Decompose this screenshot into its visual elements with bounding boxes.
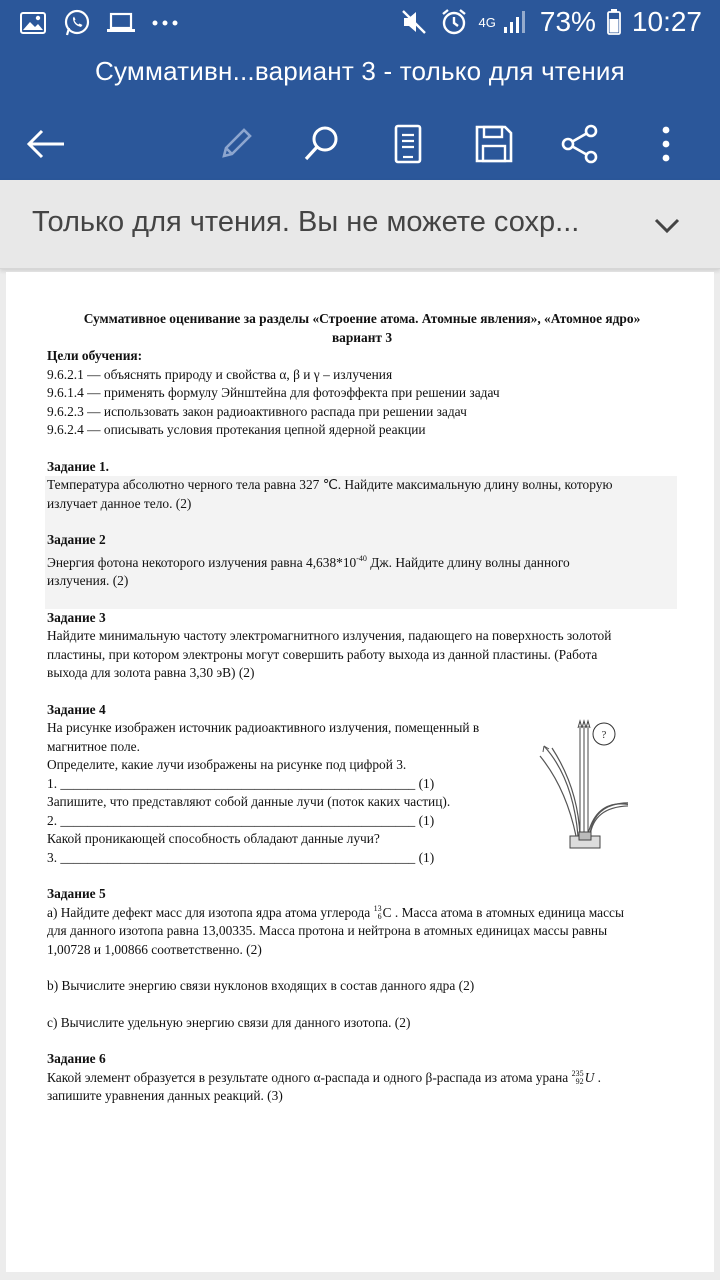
goal-item: 9.6.2.3 — использовать закон радиоактивного распада при решении задач	[47, 403, 467, 419]
task5-text: 1,00728 и 1,00866 соответственно. (2)	[47, 941, 262, 957]
isotope-uranium	[572, 1070, 584, 1086]
battery-icon	[606, 7, 622, 37]
clock: 10:27	[631, 6, 702, 37]
mute-icon	[399, 7, 429, 37]
radiation-figure	[518, 718, 628, 858]
search-icon	[302, 124, 342, 164]
save-button[interactable]	[464, 116, 524, 172]
task3-text: Найдите минимальную частоту электромагнитного излучения, падающего на поверхность золотой	[47, 628, 612, 643]
task4-heading: Задание 4	[47, 701, 106, 717]
task6-text: запишите уравнения данных реакций. (3)	[47, 1088, 283, 1103]
task6-heading: Задание 6	[47, 1051, 106, 1066]
task3-heading: Задание 3	[47, 609, 106, 625]
save-icon	[474, 124, 514, 164]
goal-item: 9.6.2.1 — объяснять природу и свойства α, β и γ – излучения	[47, 366, 393, 382]
task2-heading: Задание 2	[47, 532, 106, 547]
laptop-icon	[106, 8, 136, 38]
task2-text: излучения. (2)	[47, 573, 129, 588]
task4-text: На рисунке изображен источник радиоактивного излучения, помещенный в	[47, 720, 480, 735]
task4-text: Запишите, что представляют собой данные лучи (поток каких частиц).	[47, 794, 451, 809]
network-type-label: 4G	[478, 14, 496, 30]
task5-text-a: a) Найдите дефект масс для изотопа ядра атома углерода	[47, 904, 374, 920]
isotope-charge: 92	[575, 1076, 584, 1086]
task5-part-b: b) Вычислите энергию связи нуклонов входящих в состав данного ядра (2)	[47, 978, 475, 993]
task3-text: выхода для золота равна 3,30 эВ) (2)	[47, 665, 255, 680]
goal-item: 9.6.1.4 — применять формулу Эйнштейна для фотоэффекта при решении задач	[47, 385, 500, 400]
status-bar	[0, 0, 720, 50]
task6-text-a: Какой элемент образуется в результате одного α-распада и одного β-распада из атома урана	[47, 1069, 572, 1085]
task2-text-b: Дж. Найдите длину волны данного	[366, 554, 570, 570]
signal-icon	[500, 7, 530, 37]
answer-line-2: 2. _____________________________________________________ (1)	[47, 812, 435, 828]
read-only-banner-text: Только для чтения. Вы не можете сохр...	[32, 206, 580, 238]
task5-heading: Задание 5	[47, 886, 106, 901]
document-title: Суммативн...вариант 3 - только для чтения	[95, 56, 625, 86]
task2-exponent: -40	[356, 553, 367, 563]
more-dots-icon	[150, 8, 180, 38]
edit-pencil-icon	[216, 124, 256, 164]
mobile-view-icon	[393, 124, 423, 164]
document-page[interactable]	[6, 272, 714, 1272]
doc-title-line1: Суммативное оценивание за разделы «Строение атома. Атомные явления», «Атомное ядро»	[83, 311, 641, 326]
alarm-icon	[439, 7, 469, 37]
task6-text	[47, 1069, 677, 1088]
task1-text: излучает данное тело. (2)	[47, 495, 192, 511]
task1-text: Температура абсолютно черного тела равна 327 ℃. Найдите максимальную длину волны, которую	[47, 477, 613, 492]
answer-line-1: 1. _____________________________________________________ (1)	[47, 775, 435, 791]
more-options-button[interactable]	[636, 116, 696, 172]
read-only-banner[interactable]	[0, 180, 720, 269]
edit-button[interactable]	[206, 116, 266, 172]
share-icon	[560, 124, 600, 164]
isotope-charge: 6	[377, 911, 382, 921]
mobile-view-button[interactable]	[378, 116, 438, 172]
task4-text: Определите, какие лучи изображены на рисунке под цифрой 3.	[47, 757, 407, 772]
chevron-down-icon[interactable]	[652, 210, 682, 240]
task1-block	[45, 476, 677, 609]
share-button[interactable]	[550, 116, 610, 172]
task2-text-a: Энергия фотона некоторого излучения равна 4,638*10	[47, 554, 357, 570]
goal-item: 9.6.2.4 — описывать условия протекания цепной ядерной реакции	[47, 422, 426, 437]
isotope-carbon	[374, 905, 382, 921]
back-button[interactable]	[16, 116, 76, 172]
figure-question-label: ?	[601, 729, 607, 741]
task3-text: пластины, при котором электроны могут совершить работу выхода из данной пластины. (Работа	[47, 646, 598, 662]
isotope-symbol: C	[382, 904, 392, 920]
isotope-symbol: U	[584, 1069, 595, 1085]
toolbar	[0, 116, 720, 172]
isotope-mass: 235	[571, 1068, 584, 1078]
task5-text-b: . Масса атома в атомных единица массы	[391, 904, 624, 920]
answer-line-3: 3. _____________________________________________________ (1)	[47, 849, 435, 865]
task1-heading: Задание 1.	[47, 458, 109, 474]
app-bar	[0, 50, 720, 180]
task4-text: магнитное поле.	[47, 738, 140, 754]
task5-text	[47, 904, 677, 923]
back-arrow-icon	[26, 128, 66, 160]
task5-part-c: c) Вычислите удельную энергию связи для данного изотопа. (2)	[47, 1014, 411, 1030]
goals-heading: Цели обучения:	[47, 348, 143, 363]
whatsapp-icon	[62, 8, 92, 38]
image-icon	[18, 8, 48, 38]
more-vert-icon	[661, 126, 671, 162]
task2-text	[47, 550, 677, 573]
document-body	[47, 310, 677, 1106]
search-button[interactable]	[292, 116, 352, 172]
task5-text: для данного изотопа равна 13,00335. Масса протона и нейтрона в атомных единицах массы равны	[47, 923, 608, 938]
isotope-mass: 13	[373, 903, 382, 913]
doc-title-line2: вариант 3	[331, 329, 393, 345]
task4-text: Какой проникающей способность обладают данные лучи?	[47, 831, 380, 846]
task6-text-b: .	[594, 1069, 601, 1085]
battery-percent: 73%	[539, 6, 596, 37]
